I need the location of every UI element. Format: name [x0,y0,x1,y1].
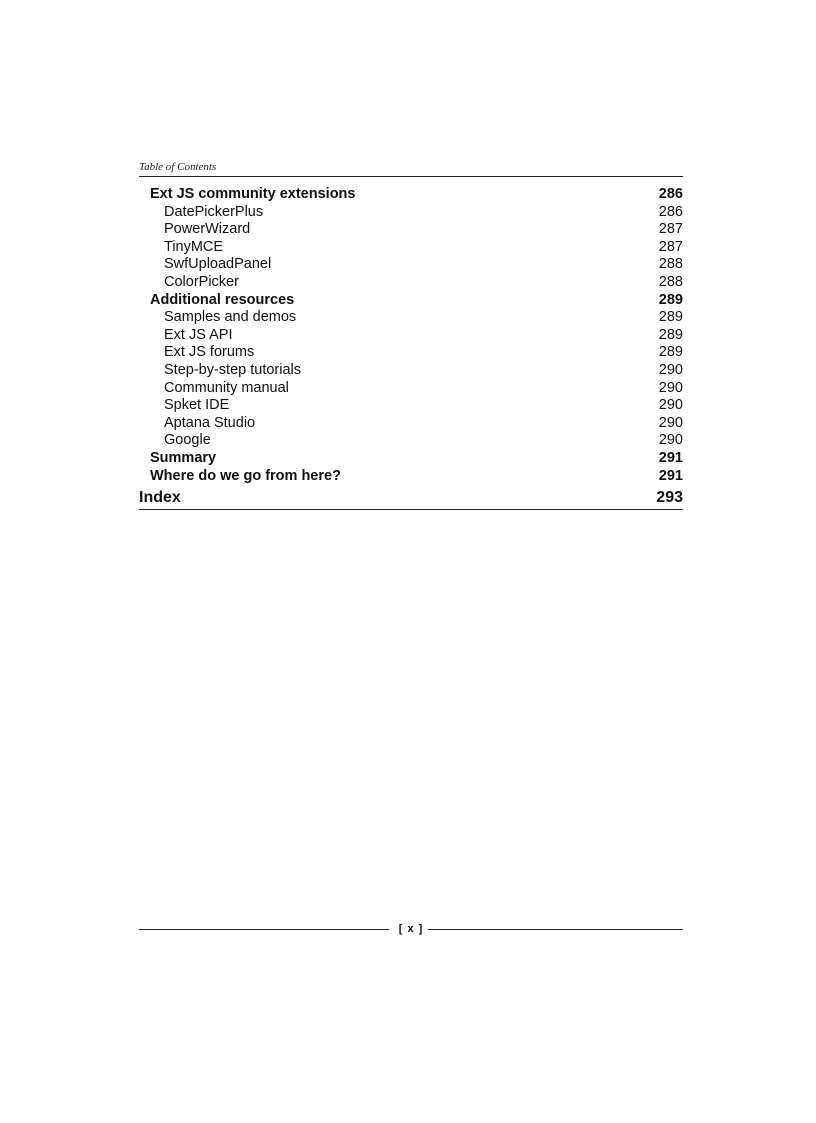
header-title: Table of Contents [139,161,217,173]
toc-entry[interactable] [139,327,683,345]
toc-entry-label: Index [139,489,181,507]
toc-entry-label: Summary [150,449,217,466]
toc-entry-label: ColorPicker [164,273,239,290]
toc-entry-label: Community manual [164,379,289,396]
toc-entry-page: 288 [658,273,683,290]
toc-entry[interactable] [139,380,683,398]
footer-rule-right [428,929,683,930]
toc-entry[interactable] [139,204,683,222]
toc-entry-label: DatePickerPlus [164,203,264,220]
toc-entry-label: Aptana Studio [164,414,256,431]
toc-entry[interactable] [139,468,683,486]
toc-entry-label: SwfUploadPanel [164,256,272,273]
toc-entry[interactable] [139,274,683,292]
toc-entry-page: 289 [658,344,683,361]
toc-entry-page: 290 [658,361,683,378]
toc-entry[interactable] [139,309,683,327]
footer-rule-left [139,929,389,930]
toc-entry-page: 291 [658,467,683,484]
toc-entry-page: 286 [658,203,683,220]
toc-entry[interactable] [139,221,683,239]
toc-entry[interactable] [139,415,683,433]
toc-entry[interactable] [139,487,683,510]
toc-entry-page: 290 [658,397,683,414]
toc-entry-page: 291 [658,449,683,466]
toc-entry[interactable] [139,292,683,310]
toc-entry[interactable] [139,256,683,274]
toc-entry-page: 287 [658,221,683,238]
table-of-contents [139,186,683,510]
toc-entry-label: Additional resources [150,291,295,308]
toc-entry[interactable] [139,397,683,415]
toc-entry-label: TinyMCE [164,238,224,255]
toc-entry-label: Google [164,432,211,449]
toc-entry-page: 290 [658,432,683,449]
toc-entry-page: 289 [658,291,683,308]
toc-entry-page: 290 [658,414,683,431]
toc-entry-page: 289 [658,326,683,343]
toc-entry-label: PowerWizard [164,221,251,238]
toc-entry-page: 286 [658,186,683,202]
toc-entry-label: Spket IDE [164,397,230,414]
toc-entry-label: Ext JS community extensions [150,186,356,202]
toc-entry-page: 290 [658,379,683,396]
toc-entry-page: 289 [658,309,683,326]
toc-entry-label: Where do we go from here? [150,467,341,484]
toc-entry-label: Ext JS forums [164,344,255,361]
toc-entry[interactable] [139,239,683,257]
toc-entry-label: Ext JS API [164,326,233,343]
toc-entry[interactable] [139,344,683,362]
toc-entry-page: 293 [656,489,683,507]
running-header [139,160,683,177]
toc-entry[interactable] [139,432,683,450]
toc-entry[interactable] [139,450,683,468]
toc-entry-label: Step-by-step tutorials [164,361,302,378]
page-footer [139,921,683,937]
toc-entry[interactable] [139,362,683,380]
toc-entry-page: 287 [658,238,683,255]
page-number: [ x ] [398,923,424,935]
toc-entry-page: 288 [658,256,683,273]
toc-entry[interactable] [139,186,683,204]
toc-entry-label: Samples and demos [164,309,297,326]
